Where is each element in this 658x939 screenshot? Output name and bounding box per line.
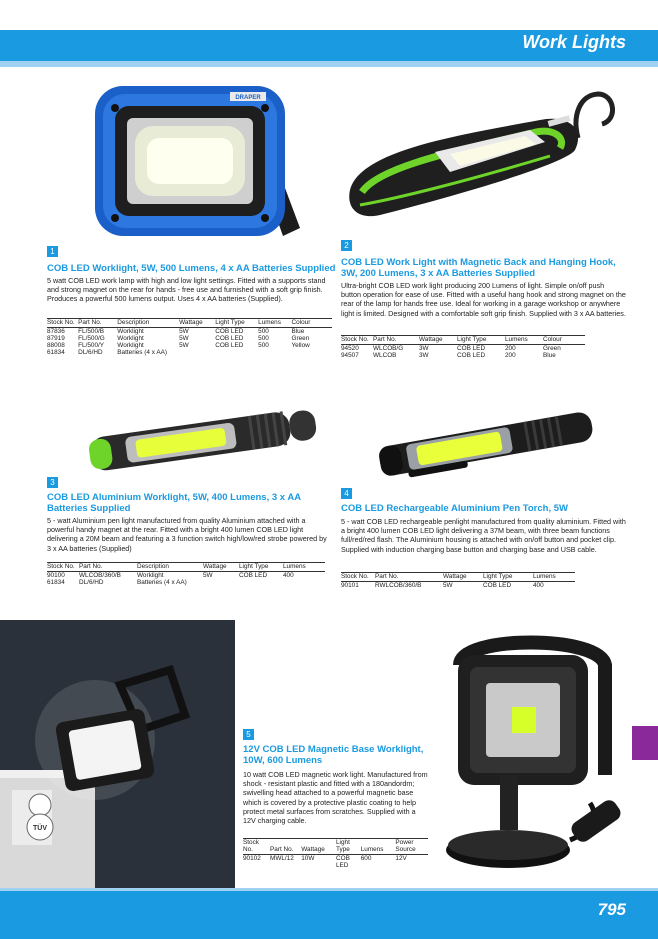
cell: 94520 bbox=[341, 345, 359, 352]
spec-table-2 bbox=[341, 335, 585, 359]
pen-torch-rechargeable-image bbox=[365, 390, 615, 485]
cell: 5W bbox=[179, 328, 189, 335]
product-spec-table bbox=[47, 318, 332, 356]
cell: COB LED bbox=[215, 335, 244, 342]
cell: 200 bbox=[505, 352, 516, 359]
cell: RWLCOB/360/B bbox=[375, 582, 422, 589]
cell: Blue bbox=[291, 328, 305, 335]
cell: 500 bbox=[258, 328, 269, 335]
cell bbox=[203, 579, 239, 586]
cell: 5W bbox=[443, 582, 453, 589]
table-row bbox=[341, 582, 575, 590]
cell: Yellow bbox=[291, 342, 310, 349]
magnetic-base-worklight-image bbox=[420, 625, 630, 885]
col-header: Wattage bbox=[301, 839, 336, 855]
product-description: 5 - watt Aluminium pen light manufactured from quality Aluminium attached with a powerful handy magnet at the rear. Fitted with a bright 400 lumen COB LED light delivering a 20M beam and featuring a 3 function switch high/low/red strobe powered by 3 x AA batteries (Supplied) bbox=[47, 516, 327, 553]
tuv-label: TÜV bbox=[33, 825, 47, 832]
cell: WLCOB/360/B bbox=[79, 572, 121, 579]
table-row bbox=[47, 572, 325, 580]
table-row bbox=[47, 579, 325, 586]
cell: Batteries (4 x AA) bbox=[137, 579, 187, 586]
cell: WLCOB bbox=[373, 352, 397, 359]
cell: COB LED bbox=[215, 328, 244, 335]
cell bbox=[179, 349, 215, 356]
cell: COB LED bbox=[335, 855, 350, 869]
product-number-badge: 4 bbox=[341, 488, 352, 499]
col-header: Stock No. bbox=[47, 563, 79, 572]
cell: 61834 bbox=[47, 349, 65, 356]
col-header: Wattage bbox=[443, 573, 483, 582]
col-header: Colour bbox=[543, 336, 585, 345]
col-header: Stock No. bbox=[47, 319, 78, 328]
cell: 10W bbox=[301, 855, 315, 862]
cell: Worklight bbox=[137, 572, 164, 579]
spec-table-4 bbox=[341, 572, 575, 589]
product-title: COB LED Work Light with Magnetic Back and Hanging Hook, 3W, 200 Lumens, 3 x AA Batteries Supplied bbox=[341, 257, 616, 279]
cell bbox=[239, 579, 283, 586]
cell: 90102 bbox=[243, 855, 261, 862]
col-header: Part No. bbox=[373, 336, 419, 345]
cell: 87836 bbox=[47, 328, 65, 335]
header-stripe bbox=[0, 61, 658, 67]
cell: 600 bbox=[360, 855, 372, 862]
cell: DL/6/HD bbox=[78, 349, 103, 356]
worklight-blue-image bbox=[85, 78, 310, 248]
cell: Batteries (4 x AA) bbox=[117, 349, 168, 356]
page-title: Work Lights bbox=[522, 32, 626, 52]
magnetic-light-in-use-image bbox=[0, 620, 235, 890]
col-header: Stock No. bbox=[341, 573, 375, 582]
cell: MWL/12 bbox=[270, 855, 294, 862]
col-header: Lumens bbox=[505, 336, 543, 345]
col-header: Description bbox=[137, 563, 203, 572]
cell bbox=[215, 349, 258, 356]
product-title: 12V COB LED Magnetic Base Worklight, 10W, 600 Lumens bbox=[243, 744, 424, 766]
table-row bbox=[47, 342, 332, 349]
cell: 61834 bbox=[47, 579, 65, 586]
col-header: Stock No. bbox=[341, 336, 373, 345]
footer-band bbox=[0, 891, 658, 939]
col-header: Wattage bbox=[203, 563, 239, 572]
col-header: Part No. bbox=[270, 839, 301, 855]
page-number: 795 bbox=[597, 900, 626, 919]
cell: COB LED bbox=[457, 345, 486, 352]
cell: 12V bbox=[395, 855, 407, 862]
cell: Green bbox=[543, 345, 561, 352]
product-number-badge: 5 bbox=[243, 729, 254, 740]
worklight-hook-image bbox=[340, 80, 630, 230]
col-header: Stock No. bbox=[243, 839, 270, 855]
col-header: Lumens bbox=[361, 839, 396, 855]
table-row bbox=[341, 352, 585, 359]
col-header: Colour bbox=[292, 319, 333, 328]
cell: Worklight bbox=[117, 342, 144, 349]
col-header: Description bbox=[117, 319, 179, 328]
cell: 87919 bbox=[47, 335, 65, 342]
product-title: COB LED Aluminium Worklight, 5W, 400 Lumens, 3 x AA Batteries Supplied bbox=[47, 492, 301, 514]
col-header: Lumens bbox=[258, 319, 291, 328]
product-spec-table bbox=[243, 838, 428, 869]
spec-table-3 bbox=[47, 562, 325, 586]
cell: WLCOB/G bbox=[373, 345, 404, 352]
spec-table-1 bbox=[47, 318, 332, 356]
col-header: Light Type bbox=[483, 573, 533, 582]
table-row bbox=[47, 328, 332, 336]
cell: 90100 bbox=[47, 572, 65, 579]
product-description: Ultra-bright COB LED work light producing 200 Lumens of light. Simple on/off push button operation for ease of use. Fitted with a useful hang hook and strong magnet on the rear of the lamp for hands free use. Ideal for working in a garage workshop or anywhere light is limited. Designed with a comfortable soft grip finish. Supplied with 3 x AA batteries. bbox=[341, 281, 626, 318]
col-header: Power Source bbox=[395, 839, 428, 855]
cell: Green bbox=[291, 335, 310, 342]
cell: 5W bbox=[179, 335, 189, 342]
table-row bbox=[47, 349, 332, 356]
cell: 400 bbox=[283, 572, 294, 579]
pen-light-aluminium-image bbox=[80, 395, 320, 475]
table-row bbox=[47, 335, 332, 342]
col-header: Lumens bbox=[533, 573, 575, 582]
product-title: COB LED Rechargeable Aluminium Pen Torch, 5W bbox=[341, 503, 568, 514]
cell: FL/500/B bbox=[78, 328, 105, 335]
cell: COB LED bbox=[215, 342, 244, 349]
product-number-badge: 3 bbox=[47, 477, 58, 488]
cell: 200 bbox=[505, 345, 516, 352]
cell: DL/6/HD bbox=[79, 579, 104, 586]
table-row bbox=[243, 855, 428, 870]
cell: COB LED bbox=[457, 352, 486, 359]
section-tab bbox=[632, 726, 658, 760]
cell: 94507 bbox=[341, 352, 359, 359]
cell bbox=[258, 349, 291, 356]
col-header: Light Type bbox=[336, 839, 361, 855]
table-row bbox=[341, 345, 585, 353]
cell: 90101 bbox=[341, 582, 359, 589]
col-header: Wattage bbox=[179, 319, 215, 328]
col-header: Wattage bbox=[419, 336, 457, 345]
cell: 500 bbox=[258, 335, 269, 342]
product-number-badge: 2 bbox=[341, 240, 352, 251]
cell: COB LED bbox=[239, 572, 268, 579]
cell: 3W bbox=[419, 345, 429, 352]
cell: 400 bbox=[533, 582, 544, 589]
cell: 5W bbox=[179, 342, 189, 349]
cell: FL/500/Y bbox=[78, 342, 105, 349]
col-header: Light Type bbox=[239, 563, 283, 572]
cell: FL/500/G bbox=[78, 335, 105, 342]
product-title: COB LED Worklight, 5W, 500 Lumens, 4 x AA Batteries Supplied bbox=[47, 263, 336, 274]
cell bbox=[292, 349, 333, 356]
cell: Worklight bbox=[117, 335, 144, 342]
col-header: Part No. bbox=[375, 573, 443, 582]
lifestyle-photo bbox=[0, 620, 235, 890]
col-header: Part No. bbox=[78, 319, 117, 328]
cell: COB LED bbox=[483, 582, 512, 589]
col-header: Lumens bbox=[283, 563, 325, 572]
cell: 3W bbox=[419, 352, 429, 359]
cell: Worklight bbox=[117, 328, 144, 335]
cell: Blue bbox=[543, 352, 556, 359]
product-description: 10 watt COB LED magnetic work light. Manufactured from shock - resistant plastic and fitted with a 180andordm; swivelling head attached to a powerful magnetic base which is covered by a protective plastic coating to help protect metal surfaces from scratches. Supplied with a 12V charging cable. bbox=[243, 770, 428, 826]
col-header: Light Type bbox=[457, 336, 505, 345]
spec-table-5 bbox=[243, 838, 428, 869]
product-spec-table bbox=[341, 335, 626, 359]
brand-label: DRAPER bbox=[235, 95, 261, 101]
product-number-badge: 1 bbox=[47, 246, 58, 257]
cell: 5W bbox=[203, 572, 213, 579]
cell: 500 bbox=[258, 342, 269, 349]
product-description: 5 - watt COB LED rechargeable penlight manufactured from quality aluminium. Fitted with a bright 400 lumen COB LED light delivering a 37M beam, with three beam functions full/red/red flash. The Aluminium housing is attached with on/off button and pocket clip. Supplied with induction charging base button and charging base and USB cable. bbox=[341, 517, 626, 554]
product-description: 5 watt COB LED work lamp with high and low light settings. Fitted with a supports stand and strong magnet on the rear for hands - free use and furnished with a soft grip finish. Produces a powerful 500 lumens output. Uses 4 x AA batteries (Supplied). bbox=[47, 276, 326, 304]
cell bbox=[283, 579, 325, 586]
product-spec-table bbox=[47, 562, 332, 586]
cell: 88008 bbox=[47, 342, 65, 349]
col-header: Part No. bbox=[79, 563, 137, 572]
col-header: Light Type bbox=[215, 319, 258, 328]
product-spec-table bbox=[341, 572, 626, 589]
